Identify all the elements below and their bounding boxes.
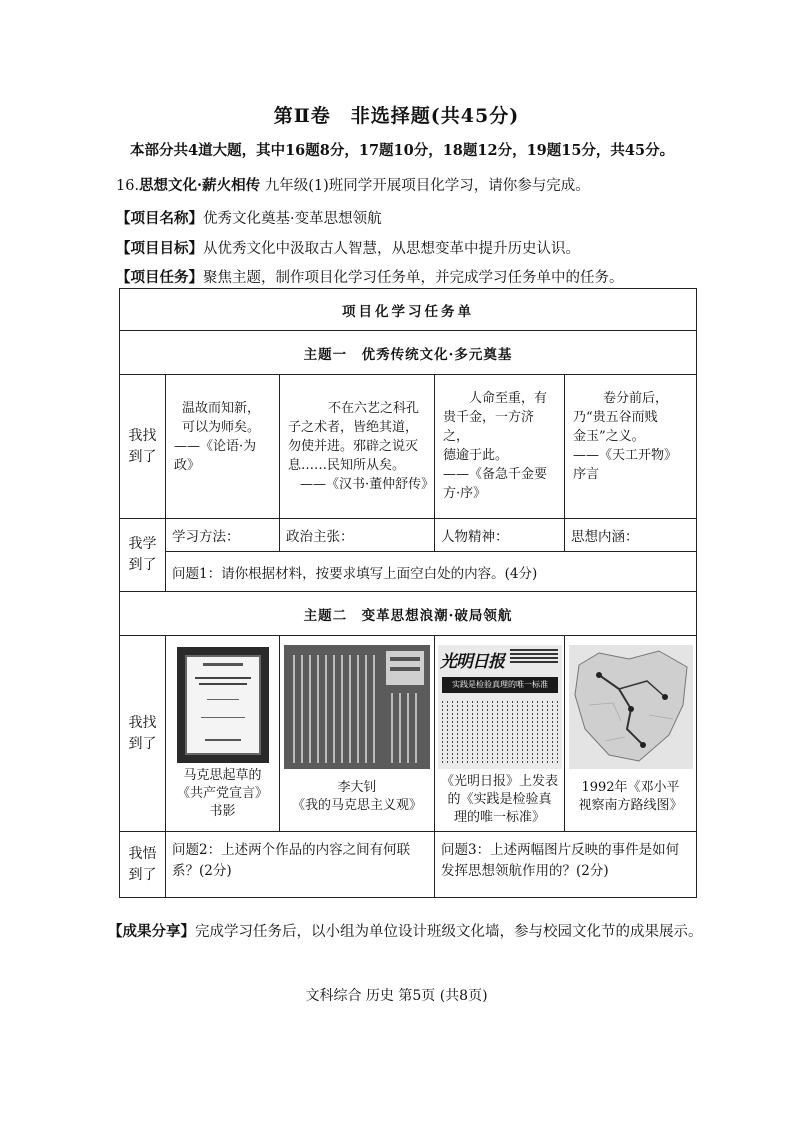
project-goal-value: 从优秀文化中汲取古人智慧，从思想变革中提升历史认识。 xyxy=(203,241,580,257)
question-1: 问题1：请你根据材料，按要求填写上面空白处的内容。(4分) xyxy=(166,552,697,592)
project-name-label: 【项目名称】 xyxy=(116,210,203,227)
quote-hanshu: 不在六艺之科孔 子之术者，皆绝其道， 勿使并进。邪辟之说灭 息……民知所从矣。 ——《汉书·董仲舒传》 xyxy=(280,375,435,519)
quote-tiangong: 卷分前后， 乃“贵五谷而贱 金玉”之义。 ——《天工开物》 序言 xyxy=(565,375,697,519)
section-title: 第Ⅱ卷 非选择题(共45分) xyxy=(273,105,520,127)
caption-southern-tour: 1992年《邓小平 视察南方路线图》 xyxy=(578,780,683,813)
project-name xyxy=(116,207,382,228)
image-deng-southern-tour xyxy=(565,636,697,832)
task-table xyxy=(119,288,697,898)
question-16 xyxy=(116,174,590,195)
project-name-value: 优秀文化奠基·变革思想领航 xyxy=(203,211,382,227)
row-label-learned: 我学到了 xyxy=(120,519,166,592)
project-task-label: 【项目任务】 xyxy=(116,269,203,286)
project-goal-label: 【项目目标】 xyxy=(116,240,203,257)
theme2-title: 主题二 变革思想浪潮·破局领航 xyxy=(120,592,697,636)
image-li-dazhao-article xyxy=(280,636,435,832)
question-number: 16. xyxy=(116,178,140,194)
image-guangming-daily xyxy=(435,636,565,832)
question-2: 问题2：上述两个作品的内容之间有何联系？(2分) xyxy=(166,832,435,898)
learned-thought: 思想内涵： xyxy=(565,519,697,552)
li-dazhao-article-image xyxy=(284,645,430,769)
question-text: 九年级(1)班同学开展项目化学习，请你参与完成。 xyxy=(264,178,590,194)
guangming-daily-image xyxy=(438,645,562,769)
image-communist-manifesto xyxy=(166,636,280,832)
southern-tour-map-image xyxy=(569,645,693,769)
intro-text: 本部分共4道大题，其中16题8分，17题10分，18题12分，19题15分，共45分。 xyxy=(130,142,675,159)
learned-political: 政治主张： xyxy=(280,519,435,552)
table-title: 项目化学习任务单 xyxy=(120,289,697,331)
quote-lunyu: 温故而知新， 可以为师矣。 ——《论语·为 政》 xyxy=(166,375,280,519)
quote-qianjin: 人命至重，有 贵千金，一方济之， 德逾于此。 ——《备急千金要 方·序》 xyxy=(435,375,565,519)
result-text: 完成学习任务后，以小组为单位设计班级文化墙，参与校园文化节的成果展示。 xyxy=(195,924,703,940)
learned-method: 学习方法： xyxy=(166,519,280,552)
manifesto-cover-image xyxy=(177,647,269,763)
newspaper-masthead: 光明日报 xyxy=(440,652,504,672)
row-label-found-2: 我找到了 xyxy=(120,636,166,832)
learned-spirit: 人物精神： xyxy=(435,519,565,552)
question-3: 问题3：上述两幅图片反映的事件是如何发挥思想领航作用的？(2分) xyxy=(435,832,697,898)
project-task xyxy=(116,266,624,287)
row-label-found-1: 我找到了 xyxy=(120,375,166,519)
caption-manifesto: 马克思起草的 《共产党宣言》 书影 xyxy=(176,768,268,819)
question-heading: 思想文化·薪火相传 xyxy=(139,177,261,194)
project-task-value: 聚焦主题，制作项目化学习任务单，并完成学习任务单中的任务。 xyxy=(203,270,624,286)
caption-guangming: 《光明日报》上发表 的《实践是检验真 理的唯一标准》 xyxy=(440,774,558,825)
caption-li-dazhao: 李大钊 《我的马克思主义观》 xyxy=(291,780,422,813)
theme1-title: 主题一 优秀传统文化·多元奠基 xyxy=(120,331,697,375)
row-label-realized: 我悟到了 xyxy=(120,832,166,898)
result-label: 【成果分享】 xyxy=(108,923,195,940)
newspaper-headline: 实践是检验真理的唯一标准 xyxy=(452,680,548,689)
page-footer: 文科综合 历史 第5页 (共8页) xyxy=(305,988,488,1004)
project-goal xyxy=(116,237,580,258)
result-share xyxy=(108,920,703,941)
